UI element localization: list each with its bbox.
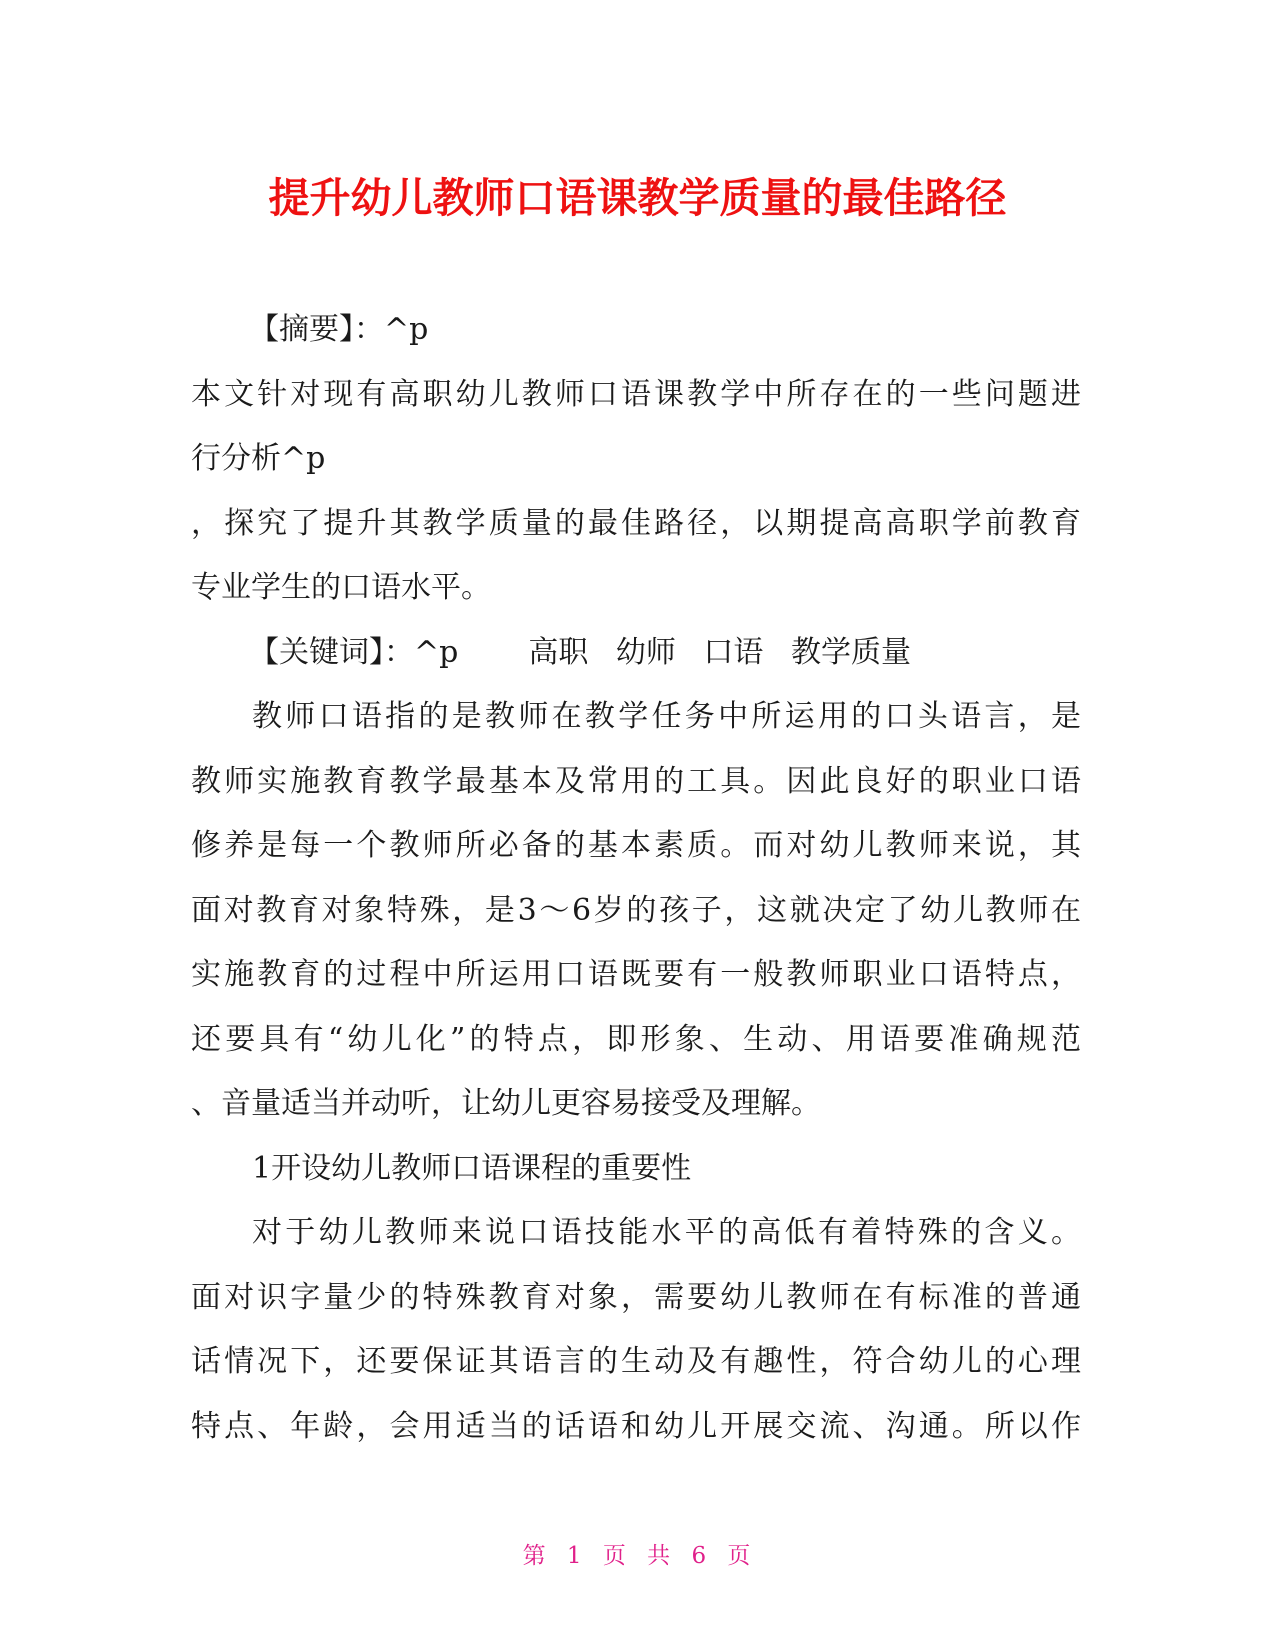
keywords-row — [191, 621, 1081, 686]
keywords-terms: 高职 幼师 口语 教学质量 — [528, 634, 911, 670]
paragraph-line: 特点、年龄，会用适当的话语和幼儿开展交流、沟通。所以作 — [191, 1408, 1081, 1444]
section-heading: 1开设幼儿教师口语课程的重要性 — [252, 1150, 692, 1186]
paragraph-line: 教师实施教育教学最基本及常用的工具。因此良好的职业口语 — [191, 763, 1081, 799]
document-body — [191, 298, 1081, 1459]
abstract-line: ，探究了提升其教学质量的最佳路径，以期提高高职学前教育 — [191, 505, 1081, 541]
paragraph-line: 修养是每一个教师所必备的基本素质。而对幼儿教师来说，其 — [191, 828, 1081, 863]
paragraph-line: 对于幼儿教师来说口语技能水平的高低有着特殊的含义。 — [252, 1215, 1081, 1250]
abstract-label: 【摘要】：^p — [249, 312, 429, 347]
paragraph-line: 还要具有“幼儿化”的特点，即形象、生动、用语要准确规范 — [191, 1021, 1081, 1057]
abstract-line: 本文针对现有高职幼儿教师口语课教学中所存在的一些问题进 — [191, 376, 1081, 412]
paragraph-line: 教师口语指的是教师在教学任务中所运用的口头语言，是 — [252, 699, 1081, 734]
document-title: 提升幼儿教师口语课教学质量的最佳路径 — [268, 174, 1007, 222]
abstract-line: 专业学生的口语水平。 — [191, 570, 491, 605]
paragraph-line: 、音量适当并动听，让幼儿更容易接受及理解。 — [191, 1086, 821, 1121]
paragraph-line: 面对教育对象特殊，是3～6岁的孩子，这就决定了幼儿教师在 — [191, 892, 1081, 928]
keywords-label: 【关键词】：^p — [249, 634, 459, 670]
paragraph-line: 实施教育的过程中所运用口语既要有一般教师职业口语特点， — [191, 957, 1081, 992]
page-footer: 第 1 页 共 6 页 — [522, 1543, 753, 1569]
paragraph-line: 面对识字量少的特殊教育对象，需要幼儿教师在有标准的普通 — [191, 1279, 1081, 1315]
paragraph-line: 话情况下，还要保证其语言的生动及有趣性，符合幼儿的心理 — [191, 1344, 1081, 1379]
abstract-line: 行分析^p — [191, 441, 326, 476]
